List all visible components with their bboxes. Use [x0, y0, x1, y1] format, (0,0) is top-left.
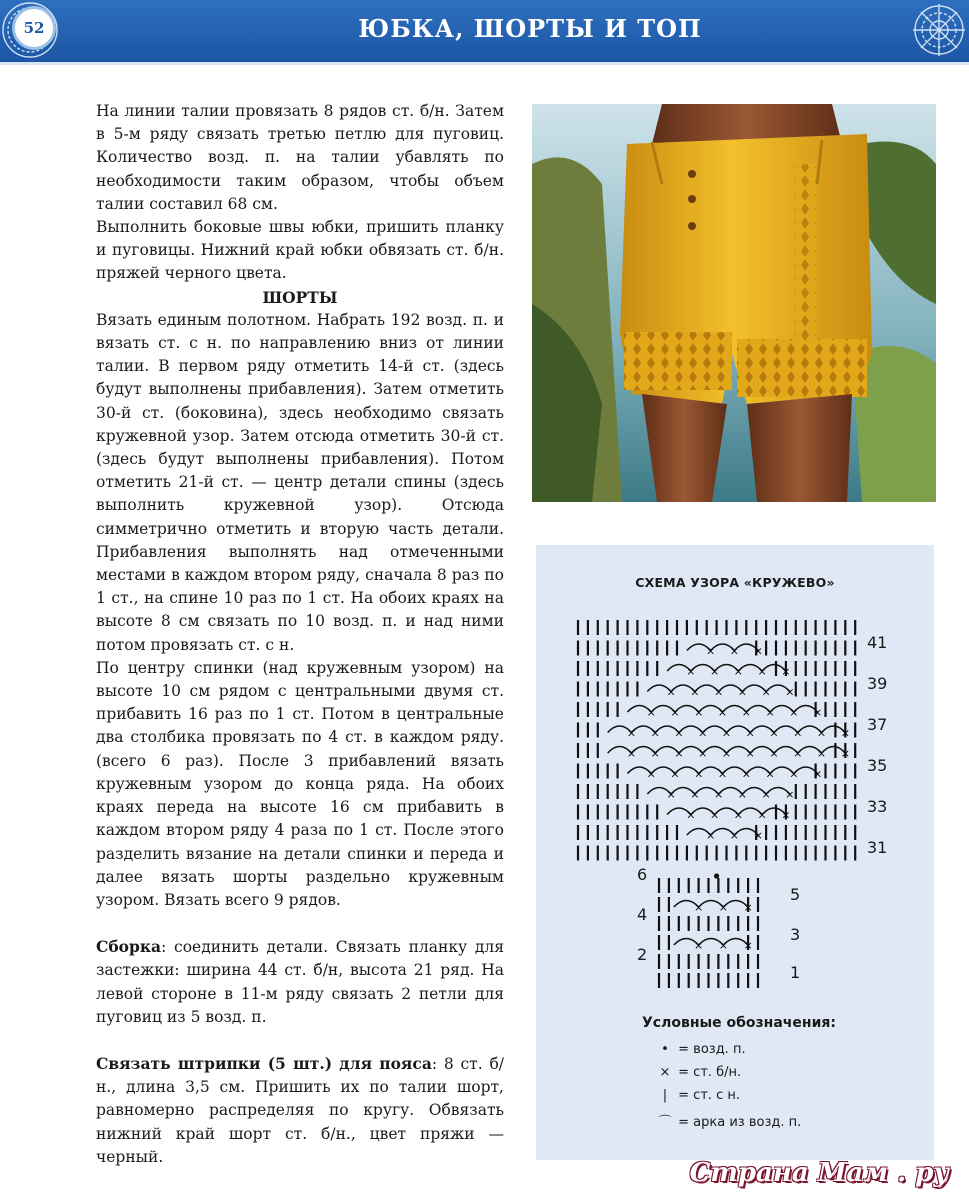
page-header	[0, 0, 969, 65]
cross-icon: ×	[659, 1065, 671, 1080]
legend-double-crochet: | = ст. с н.	[656, 1088, 740, 1103]
chart-cross: ×	[781, 665, 791, 678]
chart-cross: ×	[729, 644, 740, 658]
chart-cross: ×	[816, 726, 827, 740]
chart-cross: ×	[713, 788, 724, 801]
shorts-photo	[532, 104, 936, 502]
chart-cross: ×	[721, 726, 732, 740]
chart-cross: ×	[816, 747, 827, 760]
chart-cross: ×	[733, 665, 743, 678]
row-label-33: 33	[867, 797, 888, 816]
chart-cross: ×	[757, 665, 767, 678]
chart-cross: ×	[769, 747, 779, 760]
legend-title: Условные обозначения:	[642, 1015, 836, 1031]
paragraph-seams: Выполнить боковые швы юбки, пришить планку и пуговицы. Нижний край юбки обвязать ст. б/н. пряжей черного цвета.	[96, 218, 504, 283]
chart-cross: ×	[840, 747, 850, 760]
chart-cross: ×	[718, 939, 728, 952]
chart-cross: ×	[737, 788, 747, 801]
chart-cross: ×	[690, 685, 700, 699]
row-label-6: 6	[637, 865, 648, 884]
chart-cross: ×	[710, 808, 720, 822]
chart-cross: ×	[717, 767, 728, 781]
loops-text: : 8 ст. б/н., длина 3,5 см. Пришить их по талии шорт, равномерно распределяя по кругу. Обвязать нижний край шорт ст. б/н., цвет пряжи — черный.	[96, 1054, 504, 1166]
chart-cross: ×	[646, 706, 656, 719]
paragraph-loops	[96, 1052, 504, 1169]
row-label-2: 2	[637, 945, 648, 964]
chart-cross: ×	[686, 665, 696, 678]
chart-cross: ×	[753, 829, 763, 842]
chart-cross: ×	[785, 685, 795, 699]
chart-cross: ×	[743, 901, 753, 914]
page-number: 52	[12, 6, 56, 50]
row-label-3: 3	[790, 925, 801, 944]
paragraph-cast-on: Вязать единым полотном. Набрать 192 возд. п. и вязать ст. с н. по направлению вниз от линии талии. В первом ряду отметить 14-й ст. (здесь будут выполнены прибавления). Затем отметить 30-й ст. (боковина), здесь необходимо связать кружевной узор. Затем отсюда отметить 30-й ст. (здесь будут выполнены прибавления). Потом отметить 21-й ст. — центр детали спины (здесь выполнить кружевной узор). Отсюда симметрично отметить и вторую часть детали. Прибавления выполнять над отмеченными местами в каждом втором ряду, сначала 8 раз по 1 ст., на спине 10 раз по 1 ст. На обоих краях на высоте 8 см связать по 10 возд. п. и над ними потом провязать ст. с н.	[96, 310, 504, 654]
legend-chain: • = возд. п.	[656, 1042, 746, 1057]
chart-cross: ×	[733, 808, 743, 822]
chart-cross: ×	[686, 808, 696, 822]
bar-icon: |	[662, 1088, 668, 1103]
chart-cross: ×	[765, 767, 775, 781]
page-title: ЮБКА, ШОРТЫ И ТОП	[358, 14, 702, 43]
chart-cross: ×	[650, 747, 660, 760]
chart-cross: ×	[693, 901, 704, 914]
chart-cross: ×	[721, 747, 732, 760]
section-heading-shorts: ШОРТЫ	[262, 287, 338, 307]
chart-cross: ×	[729, 829, 740, 842]
chart-cross: ×	[706, 644, 716, 658]
row-label-41: 41	[867, 633, 888, 652]
chart-cross: ×	[753, 644, 763, 658]
chart-dot	[714, 873, 719, 878]
chart-cross: ×	[741, 706, 751, 719]
row-label-37: 37	[867, 715, 888, 734]
row-label-35: 35	[867, 756, 888, 775]
chart-cross: ×	[840, 726, 850, 740]
row-label-1: 1	[790, 963, 801, 982]
chart-cross: ×	[698, 747, 708, 760]
chart-cross: ×	[757, 808, 767, 822]
chart-cross: ×	[670, 767, 680, 781]
chart-title: СХЕМА УЗОРА «КРУЖЕВО»	[635, 575, 835, 590]
chart-cross: ×	[741, 767, 751, 781]
crochet-chart-box	[536, 545, 934, 1160]
chart-cross: ×	[745, 747, 755, 760]
chart-cross: ×	[693, 939, 704, 952]
chart-cross: ×	[666, 685, 676, 699]
arch-icon: ⌒	[658, 1115, 672, 1130]
paragraph-assembly	[96, 935, 504, 1029]
chart-cross: ×	[789, 706, 799, 719]
chart-cross: ×	[793, 747, 803, 760]
chart-cross: ×	[670, 706, 680, 719]
chart-cross: ×	[694, 767, 704, 781]
chart-cross: ×	[650, 726, 660, 740]
chart-cross: ×	[713, 685, 724, 699]
chart-cross: ×	[674, 726, 684, 740]
dot-icon: •	[661, 1042, 669, 1057]
chart-cross: ×	[793, 726, 803, 740]
chart-cross: ×	[718, 901, 728, 914]
chart-cross: ×	[646, 767, 656, 781]
row-label-31: 31	[867, 838, 888, 857]
chart-cross: ×	[666, 788, 676, 801]
chart-cross: ×	[761, 788, 771, 801]
chart-cross: ×	[706, 829, 716, 842]
site-watermark: Страна Мам . ру	[689, 1158, 949, 1188]
assembly-text: : соединить детали. Связать планку для застежки: ширина 44 ст. б/н, высота 21 ряд. На левой стороне в 11-м ряду связать 2 петли для пуговиц из 5 возд. п.	[96, 938, 504, 1026]
chart-cross: ×	[717, 706, 728, 719]
paragraph-waist: На линии талии провязать 8 рядов ст. б/н. Затем в 5-м ряду связать третью петлю для пуговиц. Количество возд. п. на талии убавлять по необходимости таким образом, чтобы объем талии составил 68 см.	[96, 102, 504, 213]
chart-cross: ×	[743, 939, 753, 952]
row-label-39: 39	[867, 674, 888, 693]
row-label-5: 5	[790, 885, 801, 904]
article-text	[96, 100, 504, 1169]
paragraph-back-center: По центру спинки (над кружевным узором) на высоте 10 см рядом с центральными двумя ст. прибавить 16 раз по 1 ст. Потом в центральные два столбика провязать по 4 ст. в каждом ряду. (всего 6 раз). После 3 прибавлений вязать кружевным узором до конца ряда. На обоих краях переда на высоте 16 см прибавить в каждом втором ряду 4 раза по 1 ст. После этого разделить вязание на детали спинки и переда и далее вязать шорты раздельно кружевным узором. Вязать всего 9 рядов.	[96, 658, 504, 909]
chart-cross: ×	[769, 726, 779, 740]
chart-cross: ×	[765, 706, 775, 719]
chart-cross: ×	[737, 685, 747, 699]
lace-stitch-chart	[536, 545, 934, 1005]
chart-cross: ×	[785, 788, 795, 801]
chart-cross: ×	[626, 726, 637, 740]
row-label-4: 4	[637, 905, 648, 924]
chart-cross: ×	[690, 788, 700, 801]
legend-single-crochet: × = ст. б/н.	[656, 1065, 741, 1080]
chart-cross: ×	[626, 747, 637, 760]
assembly-label: Сборка	[96, 937, 162, 957]
chart-cross: ×	[694, 706, 704, 719]
chart-cross: ×	[812, 767, 823, 781]
chart-cross: ×	[761, 685, 771, 699]
legend-chain-arch: ⌒ = арка из возд. п.	[656, 1111, 801, 1130]
chart-cross: ×	[710, 665, 720, 678]
chart-cross: ×	[781, 808, 791, 822]
loops-label: Связать штрипки (5 шт.) для пояса	[96, 1053, 432, 1073]
chart-cross: ×	[745, 726, 755, 740]
ornament-right-icon	[909, 0, 969, 60]
chart-cross: ×	[674, 747, 684, 760]
chart-cross: ×	[789, 767, 799, 781]
chart-cross: ×	[698, 726, 708, 740]
chart-cross: ×	[812, 706, 823, 719]
